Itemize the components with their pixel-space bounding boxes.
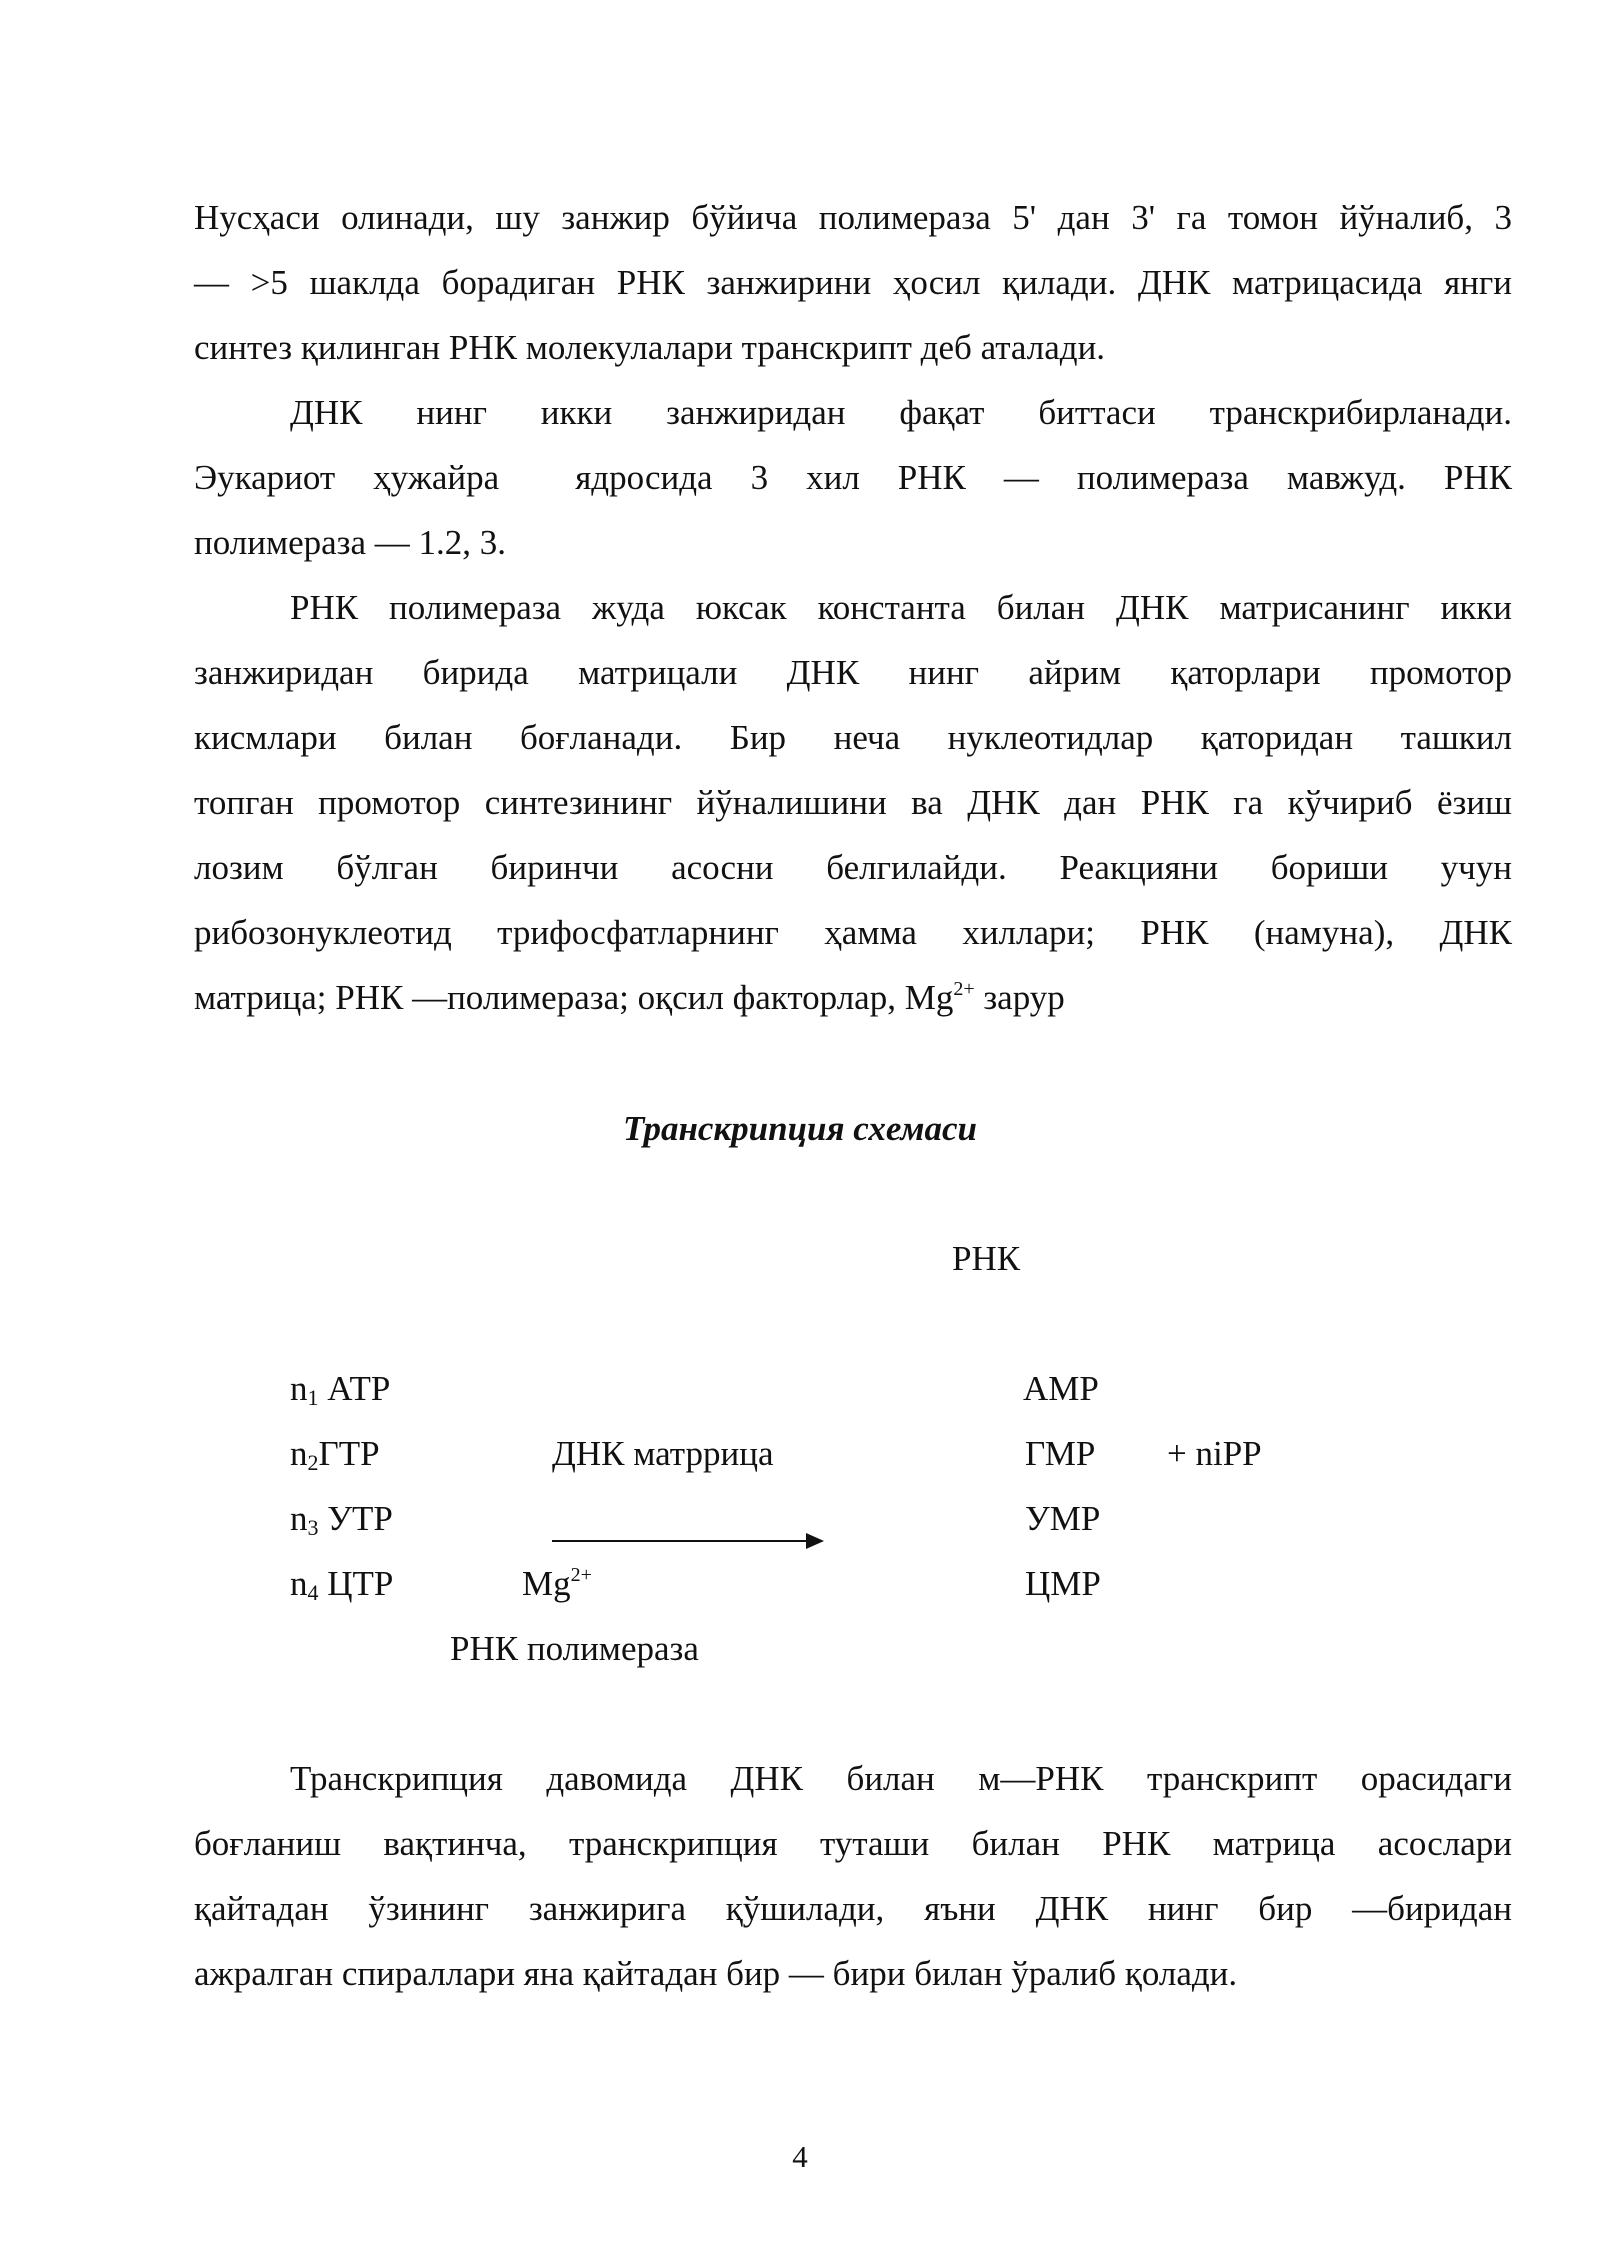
product-2: ГМР: [1025, 1434, 1096, 1473]
paragraph-4-line-3: қайтадан ўзининг занжирига қўшилади, яъни ДНК нинг бир —биридан: [194, 1889, 1512, 1928]
template-label: ДНК матррица: [552, 1434, 774, 1473]
reaction-arrow-head: [806, 1533, 824, 1549]
paragraph-3-line-7: [194, 976, 1512, 1020]
product-3: УМР: [1025, 1499, 1101, 1538]
substrate-4: $n_4$ ЦТР: [290, 1564, 394, 1605]
paragraph-3-line-3: кисмлари билан боғланади. Бир неча нуклеотидлар қаторидан ташкил: [194, 718, 1512, 757]
paragraph-3-last-text: матрица; РНК —полимераза; оқсил факторлар, Mg: [194, 978, 954, 1017]
paragraph-2-line-3: полимераза — 1.2, 3.: [194, 523, 507, 562]
paragraph-3-line-2: занжиридан бирида матрицали ДНК нинг айрим қаторлари промотор: [194, 653, 1512, 692]
product-1: АМР: [1023, 1369, 1099, 1408]
scheme-title: Транскрипция схемаси: [622, 1109, 978, 1148]
substrate-2: $n_2ГТР$: [290, 1434, 380, 1475]
scheme-product-label: РНК: [952, 1239, 1021, 1278]
paragraph-3-last-tail: зарур: [974, 978, 1065, 1017]
paragraph-3-line-5: лозим бўлган биринчи асосни белгилайди. Реакцияни бориши учун: [194, 848, 1512, 887]
product-4: ЦМР: [1025, 1564, 1101, 1603]
paragraph-1-line-1: Нусҳаси олинади, шу занжир бўйича полимераза 5' дан 3' га томон йўналиб, 3: [194, 198, 1512, 237]
paragraph-4-line-2: боғланиш вақтинча, транскрипция туташи билан РНК матрица асослари: [194, 1824, 1512, 1863]
cofactor-label: $Mg^{2+}$: [522, 1564, 592, 1603]
paragraph-3-line-1: РНК полимераза жуда юксак константа билан ДНК матриcанинг икки: [290, 588, 1512, 627]
reaction-arrow-shaft: [552, 1540, 810, 1542]
paragraph-3-line-4: топган промотор синтезининг йўналишини ва ДНК дан РНК га кўчириб ёзиш: [194, 783, 1512, 822]
paragraph-4-line-4: ажралган спираллари яна қайтадан бир — бири билан ўралиб қолади.: [194, 1954, 1238, 1993]
superscript-charge: 2+: [953, 978, 975, 1000]
paragraph-4-line-1: Транскрипция давомида ДНК билан м—РНК транскрипт орасидаги: [290, 1759, 1512, 1798]
substrate-1: $n_1$ АТР: [290, 1369, 391, 1410]
substrate-3: $n_3$ УТР: [290, 1499, 393, 1540]
paragraph-2-line-1: ДНК нинг икки занжиридан фақат биттаси транскрибирланади.: [290, 393, 1512, 432]
paragraph-3-line-6: рибозонуклеотид трифосфатларнинг ҳамма хиллари; РНК (намуна), ДНК: [194, 913, 1512, 952]
paragraph-1-line-2: — >5 шаклда борадиган РНК занжирини ҳосил қилади. ДНК матрицасида янги: [194, 263, 1512, 302]
paragraph-2-line-2: Эукариот ҳужайра ядросида 3 хил РНК — полимераза мавжуд. РНК: [194, 458, 1512, 497]
byproduct-label: + niPP: [1167, 1434, 1262, 1473]
enzyme-label: РНК полимераза: [450, 1629, 699, 1668]
paragraph-1-line-3: синтез қилинган РНК молекулалари транскрипт деб аталади.: [194, 328, 1106, 367]
page-number: 4: [792, 2139, 808, 2174]
